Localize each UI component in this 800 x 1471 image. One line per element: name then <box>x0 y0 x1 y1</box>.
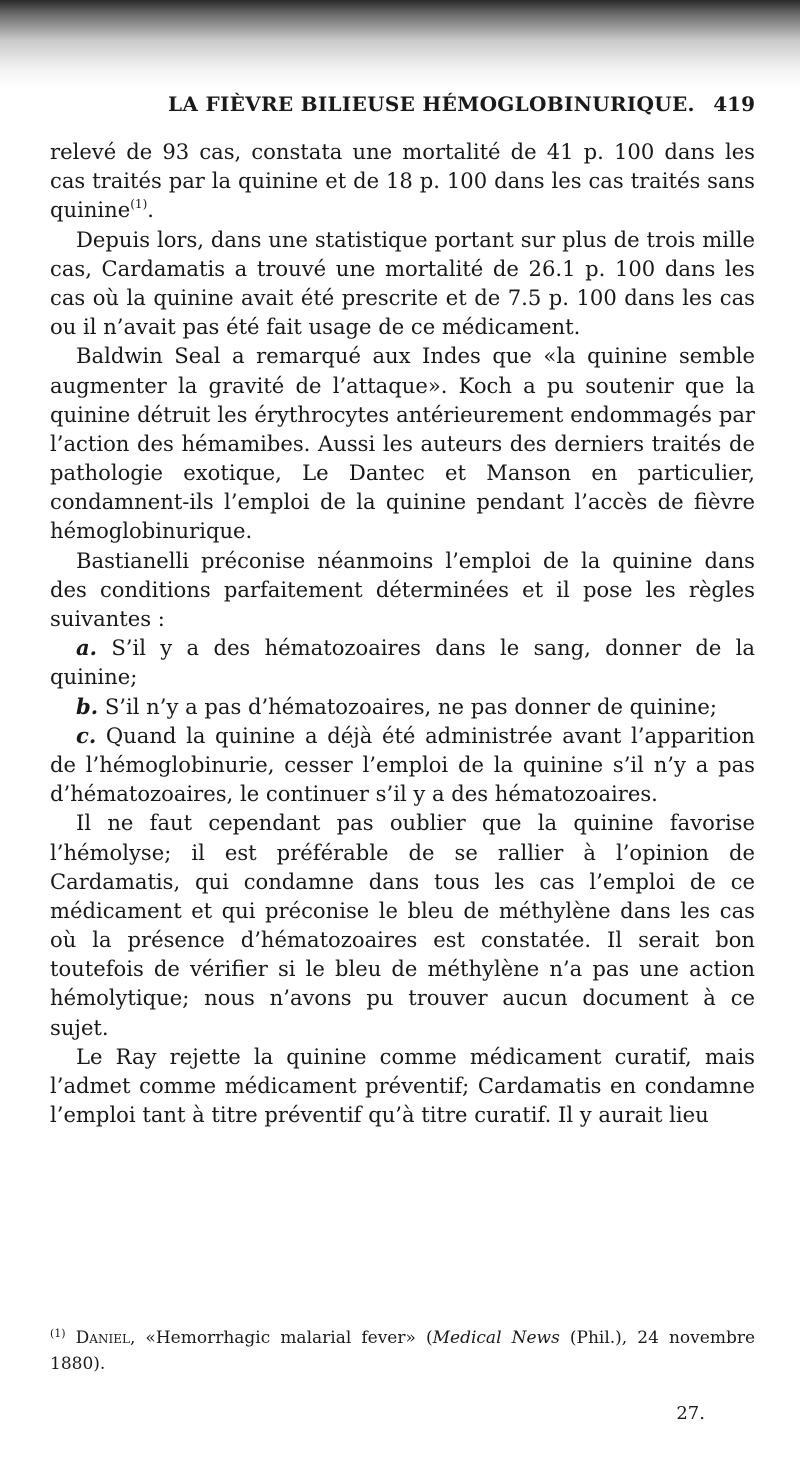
rule-item-a-text: S’il y a des hématozoaires dans le sang, donner de la quinine; <box>50 635 755 690</box>
footnote-author: Daniel <box>75 1328 130 1348</box>
paragraph-5: Il ne faut cependant pas oublier que la quinine favorise l’hémolyse; il est préférable de se rallier à l’opinion de Cardamatis, qui condamne dans tous les cas l’emploi de ce médicament et qui préconise le bleu de méthylène dans les cas où la présence d’hématozoaires est constatée. Il serait bon toutefois de vérifier si le bleu de méthylène n’a pas une action hémolytique; nous n’avons pu trouver aucun document à ce sujet. <box>50 810 755 1040</box>
rule-item-c <box>50 721 755 809</box>
rule-item-c-text: Quand la quinine a déjà été administrée avant l’apparition de l’hémoglobinurie, cesser l’emploi de la quinine s’il n’y a pas d’hématozoaires, le continuer s’il y a des hématozoaires. <box>50 722 755 807</box>
paragraph-1-text: relevé de 93 cas, constata une mortalité de 41 p. 100 dans les cas traités par la quinine et de 18 p. 100 dans les cas traités sans quinine <box>50 139 755 223</box>
footnote-title: «Hemorrhagic malarial fever» <box>145 1328 416 1348</box>
footnote-reference: (1) <box>130 197 148 212</box>
running-head <box>50 92 755 126</box>
rule-item-a-letter: a. <box>76 635 98 661</box>
rule-item-c-letter: c. <box>76 722 97 748</box>
footnote-journal: Medical News <box>432 1328 560 1348</box>
footnote-marker: (1) <box>50 1327 66 1340</box>
paragraph-4: Bastianelli préconise néanmoins l’emploi de la quinine dans des conditions parfaitement déterminées et il pose les règles suivantes : <box>50 547 755 631</box>
paragraph-2: Depuis lors, dans une statistique portant sur plus de trois mille cas, Cardamatis a trouvé une mortalité de 26.1 p. 100 dans les cas où la quinine avait été prescrite et de 7.5 p. 100 dans les cas ou il n’avait pas été fait usage de ce médicament. <box>50 226 755 340</box>
paragraph-3: Baldwin Seal a remarqué aux Indes que «la quinine semble augmenter la gravité de l’attaque». Koch a pu soutenir que la quinine détruit les érythrocytes antérieurement endommagés par l’action des hémamibes. Aussi les auteurs des derniers traités de pathologie exotique, Le Dantec et Manson en particulier, condamnent-ils l’emploi de la quinine pendant l’accès de fièvre hémoglobinurique. <box>50 343 755 544</box>
footnote-separator: , <box>129 1328 146 1348</box>
running-title: LA FIÈVRE BILIEUSE HÉMOGLOBINURIQUE. <box>168 92 695 116</box>
paragraph-1 <box>50 137 755 225</box>
footnote: $^{(1)}$ Daniel, «Hemorrhagic malarial fever» (Medical News (Phil.), 24 novembre 1880). <box>50 1327 756 1374</box>
paragraph-1-end: . <box>147 197 154 223</box>
rule-item-a <box>50 633 755 691</box>
rule-item-b-letter: b. <box>76 693 99 719</box>
rule-item-b-text: S’il n’y a pas d’hématozoaires, ne pas donner de quinine; <box>104 693 717 719</box>
body-text <box>50 137 755 1129</box>
page-number: 419 <box>713 92 755 116</box>
page-scan-edge <box>0 0 800 90</box>
rule-item-b <box>50 692 755 721</box>
paragraph-6: Le Ray rejette la quinine comme médicament curatif, mais l’admet comme médicament préventif; Cardamatis en condamne l’emploi tant à titre préventif qu’à titre curatif. Il y aurait lieu <box>50 1043 755 1128</box>
footnote-rest: (Phil.), 24 novembre 1880). <box>50 1328 756 1374</box>
printer-signature-mark: 27. <box>676 1403 705 1424</box>
